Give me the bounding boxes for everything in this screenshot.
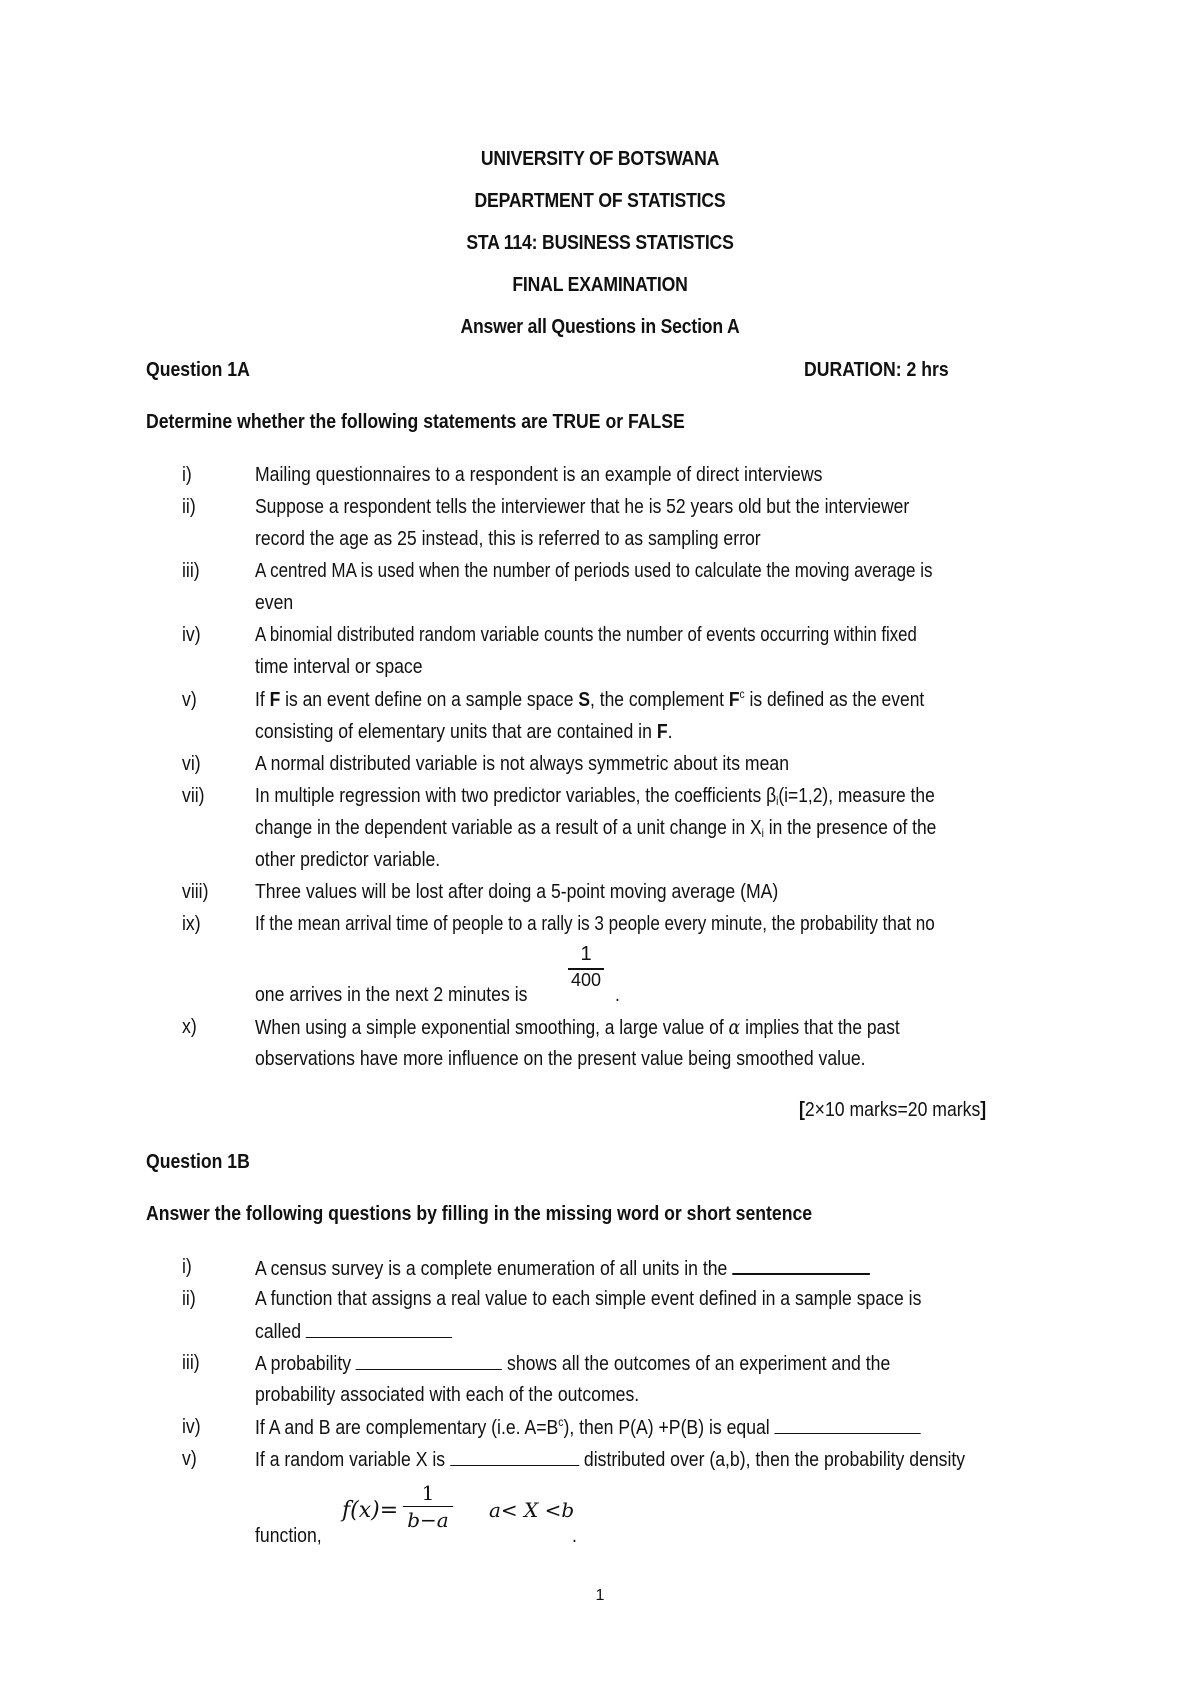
- answer-blank[interactable]: [450, 1447, 579, 1466]
- q1b-instruction: Answer the following questions by filling in the missing word or short sentence: [146, 1202, 813, 1225]
- q1a-item-text: record the age as 25 instead, this is referred to as sampling error: [255, 527, 761, 550]
- q1a-item-num: iv): [182, 623, 201, 646]
- q1a-item-text: Three values will be lost after doing a 5-point moving average (MA): [255, 880, 779, 903]
- q1a-item-num: viii): [182, 880, 209, 903]
- probability-fraction: 1 400: [568, 943, 604, 988]
- q1a-item-num: ix): [182, 912, 201, 935]
- exam-title: FINAL EXAMINATION: [512, 274, 688, 296]
- q1a-item-text: A binomial distributed random variable counts the number of events occurring within fixed: [255, 623, 917, 646]
- q1b-item-text: If A and B are complementary (i.e. $A=B^c$), then P(A) +P(B) is equal: [255, 1415, 921, 1440]
- q1b-item-num: v): [182, 1447, 197, 1470]
- q1b-item-num: ii): [182, 1287, 196, 1310]
- q1a-item-text: one arrives in the next 2 minutes is: [255, 983, 528, 1006]
- q1a-item-num: x): [182, 1015, 197, 1038]
- pdf-range: a< X <b: [489, 1498, 575, 1522]
- q1a-title: Question 1A: [146, 358, 250, 381]
- q1b-item-text: If a random variable X is distributed over (a,b), then the probability density: [255, 1448, 966, 1471]
- q1a-item-text: consisting of elementary units that are contained in F.: [255, 720, 673, 743]
- period: .: [615, 983, 620, 1006]
- q1b-title: Question 1B: [146, 1150, 250, 1173]
- q1b-item-text: A function that assigns a real value to each simple event defined in a sample space is: [255, 1287, 922, 1310]
- q1a-item-num: iii): [182, 559, 200, 582]
- q1a-item-text: A normal distributed variable is not always symmetric about its mean: [255, 752, 790, 775]
- q1b-item-text: A census survey is a complete enumeration of all units in the: [255, 1255, 870, 1281]
- q1b-item-num: iii): [182, 1351, 200, 1374]
- q1a-item-text: time interval or space: [255, 655, 423, 678]
- q1a-item-text: Suppose a respondent tells the interviewer that he is 52 years old but the interviewer: [255, 495, 910, 518]
- q1a-item-num: i): [182, 463, 192, 486]
- q1b-item-text: called: [255, 1319, 452, 1344]
- q1a-marks: [2×10 marks=20 marks]: [799, 1098, 987, 1121]
- q1a-item-num: ii): [182, 495, 196, 518]
- q1a-item-text: other predictor variable.: [255, 848, 441, 871]
- university-title: UNIVERSITY OF BOTSWANA: [480, 148, 720, 170]
- q1a-item-text: change in the dependent variable as a result of a unit change in $X_i$ in the presence of the: [255, 816, 937, 840]
- q1a-item-num: v): [182, 688, 197, 711]
- q1a-item-text: observations have more influence on the present value being smoothed value.: [255, 1047, 866, 1070]
- q1b-item-num: i): [182, 1255, 192, 1278]
- q1b-item-num: iv): [182, 1415, 201, 1438]
- q1a-item-text: If the mean arrival time of people to a rally is 3 people every minute, the probability that no: [255, 912, 935, 935]
- page-number: 1: [595, 1587, 605, 1604]
- department-title: DEPARTMENT OF STATISTICS: [474, 190, 726, 212]
- q1a-item-num: vii): [182, 784, 205, 807]
- q1a-item-text: A centred MA is used when the number of periods used to calculate the moving average is: [255, 559, 933, 582]
- q1a-item-text: If F is an event define on a sample space S, the complement $F^c$ is defined as the event: [255, 687, 925, 711]
- q1a-item-text: even: [255, 591, 294, 614]
- q1b-item-text: probability associated with each of the outcomes.: [255, 1383, 640, 1406]
- q1a-instruction: Determine whether the following statements are TRUE or FALSE: [146, 410, 685, 433]
- q1a-item-text: Mailing questionnaires to a respondent is an example of direct interviews: [255, 463, 823, 486]
- answer-blank[interactable]: [356, 1351, 502, 1370]
- course-title: STA 114: BUSINESS STATISTICS: [466, 232, 734, 254]
- answer-blank[interactable]: [732, 1255, 870, 1275]
- pdf-lhs: f(x)=: [342, 1498, 399, 1523]
- q1a-duration: DURATION: 2 hrs: [804, 358, 949, 381]
- period: .: [572, 1524, 577, 1547]
- pdf-fraction: 1 b−a: [403, 1482, 453, 1531]
- q1a-item-num: vi): [182, 752, 201, 775]
- section-instruction: Answer all Questions in Section A: [460, 316, 740, 338]
- answer-blank[interactable]: [775, 1415, 921, 1434]
- q1b-item-text: function,: [255, 1524, 322, 1547]
- q1b-item-text: A probability shows all the outcomes of an experiment and the: [255, 1352, 891, 1375]
- q1a-item-text: When using a simple exponential smoothing, a large value of α implies that the past: [255, 1015, 900, 1039]
- answer-blank[interactable]: [306, 1319, 452, 1338]
- q1a-item-text: In multiple regression with two predictor variables, the coefficients $\beta_i(i=1,2)$, measure the: [255, 784, 935, 808]
